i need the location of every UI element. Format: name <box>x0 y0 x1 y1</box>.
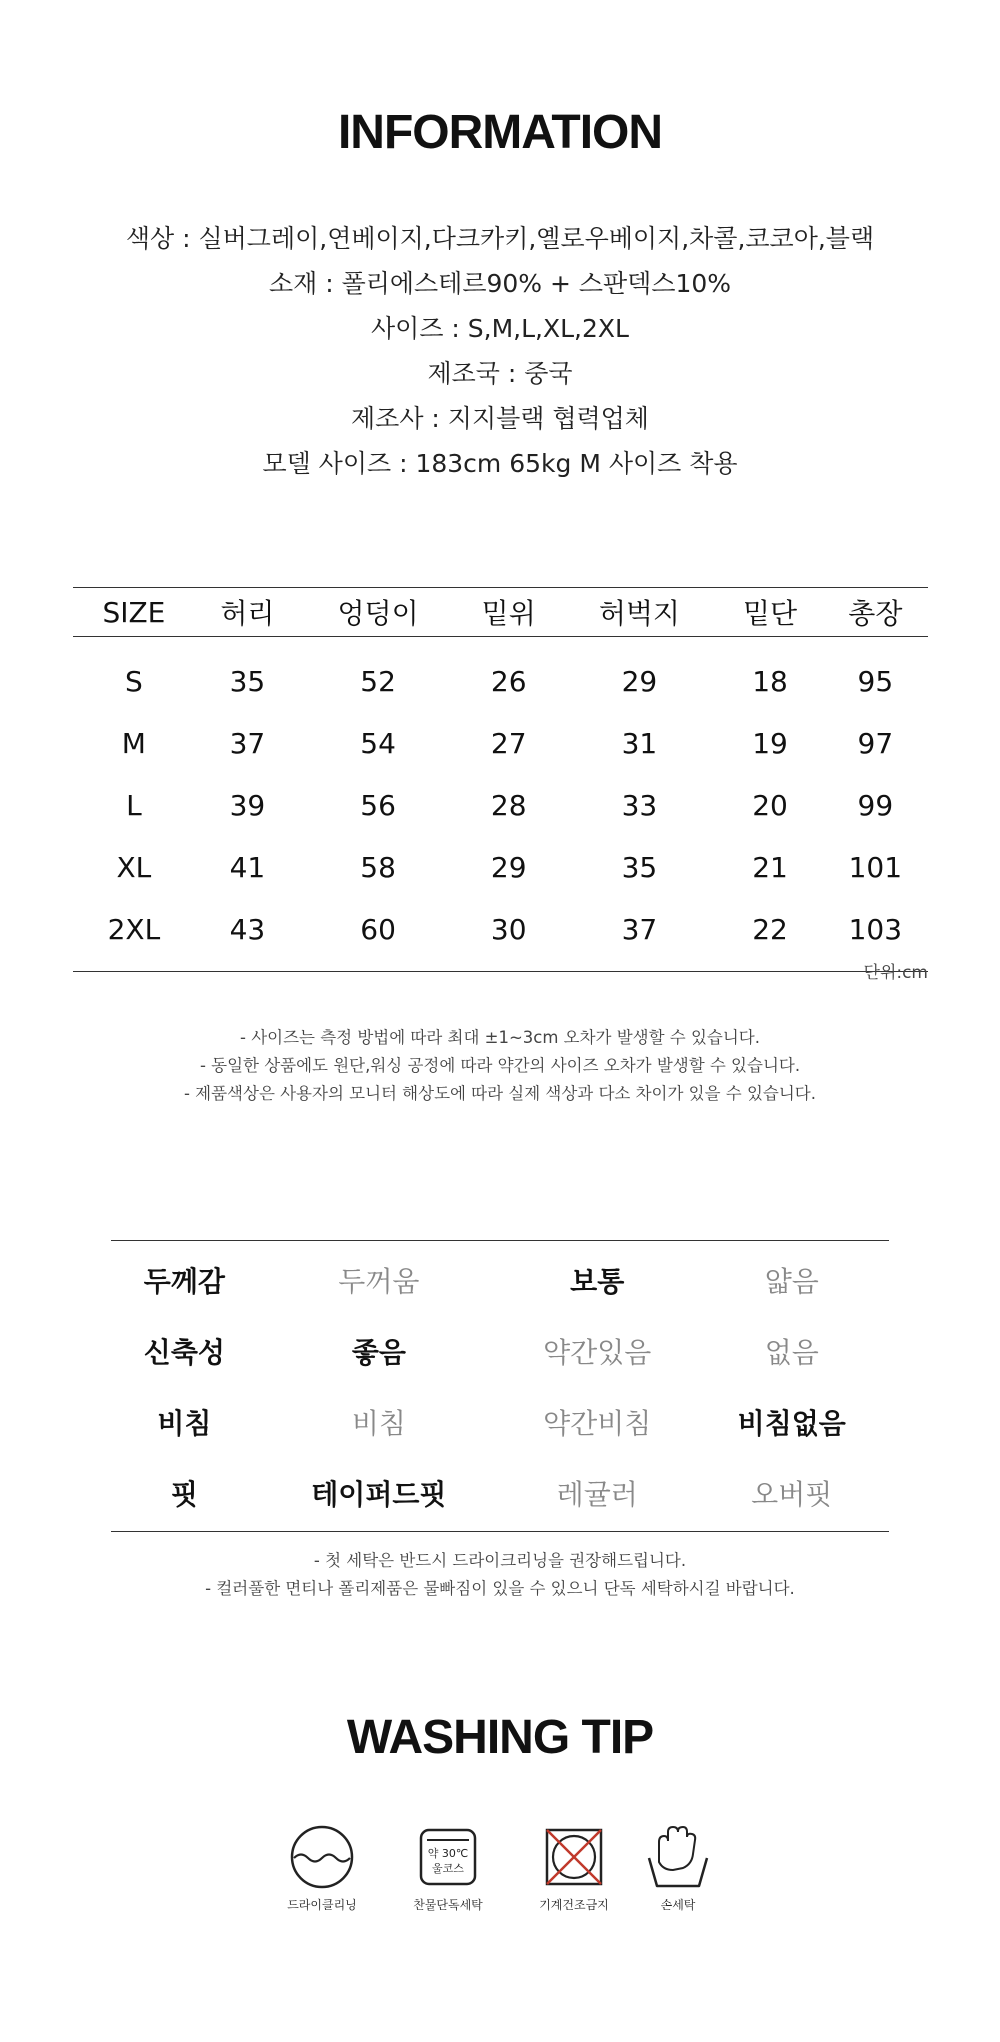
info-model-size: 모델 사이즈 : 183cm 65kg M 사이즈 착용 <box>262 449 738 478</box>
wash-label: 기계건조금지 <box>539 1898 609 1912</box>
table-cell: 60 <box>300 898 456 972</box>
table-row <box>73 774 928 836</box>
table-cell: 58 <box>360 850 396 884</box>
fabric-row-thickness <box>111 1241 889 1316</box>
table-cell: 39 <box>229 788 266 822</box>
table-cell: L <box>126 788 142 822</box>
no-machine-dry-icon <box>539 1822 609 1892</box>
wash-label: 찬물단독세탁 <box>413 1898 483 1912</box>
size-notes <box>0 1024 1000 1108</box>
wash-temp-text: 약 30℃ <box>427 1847 469 1860</box>
fabric-row-fit <box>111 1457 889 1532</box>
fabric-option: 오버핏 <box>694 1457 889 1532</box>
info-material: 소재 : 폴리에스테르90% + 스판덱스10% <box>268 269 732 298</box>
table-cell: 29 <box>490 850 527 884</box>
information-title: INFORMATION <box>337 106 663 159</box>
table-cell: 95 <box>857 664 894 698</box>
size-table <box>73 587 928 972</box>
wash-item-cold-water <box>388 1822 508 1913</box>
hand-wash-icon <box>643 1822 713 1892</box>
table-cell: 37 <box>561 898 717 972</box>
fabric-option: 약간비침 <box>543 1406 652 1440</box>
table-cell: 30 <box>456 898 561 972</box>
table-row <box>73 836 928 898</box>
table-cell: XL <box>116 850 152 884</box>
fabric-option: 없음 <box>764 1335 819 1369</box>
fabric-option: 레귤러 <box>500 1457 695 1532</box>
table-cell: M <box>121 726 146 760</box>
note-line: - 컬러풀한 면티나 폴리제품은 물빠짐이 있을 수 있으니 단독 세탁하시길 바랍니다. <box>205 1579 795 1598</box>
table-row <box>73 637 928 713</box>
table-cell: 43 <box>195 898 300 972</box>
table-cell: 31 <box>621 726 658 760</box>
dry-cleaning-icon <box>287 1822 357 1892</box>
table-cell: 29 <box>621 664 658 698</box>
fabric-option: 두꺼움 <box>258 1241 500 1316</box>
information-list <box>0 216 1000 486</box>
table-cell: 37 <box>229 726 266 760</box>
info-color: 색상 : 실버그레이,연베이지,다크카키,옐로우베이지,차콜,코코아,블랙 <box>125 224 875 253</box>
table-cell: 35 <box>229 664 266 698</box>
col-thigh: 허벅지 <box>561 588 717 637</box>
wash-notes <box>0 1547 1000 1603</box>
note-line: - 사이즈는 측정 방법에 따라 최대 ±1~3cm 오차가 발생할 수 있습니다. <box>240 1028 760 1047</box>
table-cell: 41 <box>229 850 266 884</box>
cold-water-wash-icon <box>413 1822 483 1892</box>
fabric-option: 테이퍼드핏 <box>258 1457 500 1532</box>
col-rise: 밑위 <box>456 588 561 637</box>
fabric-option: 보통 <box>500 1241 695 1316</box>
table-cell: 52 <box>360 664 396 698</box>
table-cell: 21 <box>752 850 788 884</box>
table-cell: 54 <box>360 726 396 760</box>
fabric-option: 좋음 <box>351 1335 406 1369</box>
fabric-option: 비침없음 <box>737 1406 846 1440</box>
table-cell: 103 <box>823 898 928 972</box>
table-cell: S <box>125 664 143 698</box>
col-hem: 밑단 <box>717 588 822 637</box>
table-cell: 33 <box>621 788 658 822</box>
wash-item-dry-cleaning <box>262 1822 382 1913</box>
table-cell: 20 <box>752 788 788 822</box>
table-row <box>73 712 928 774</box>
fabric-label: 두께감 <box>111 1241 258 1316</box>
table-cell: 101 <box>848 850 903 884</box>
fabric-label: 핏 <box>111 1457 258 1532</box>
info-manufacturer: 제조사 : 지지블랙 협력업체 <box>351 404 649 433</box>
col-size: SIZE <box>73 588 195 637</box>
fabric-label: 신축성 <box>143 1335 225 1369</box>
fabric-row-stretch <box>111 1315 889 1386</box>
note-line: - 동일한 상품에도 원단,워싱 공정에 따라 약간의 사이즈 오차가 발생할 수 있습니다. <box>199 1056 801 1075</box>
size-table-header <box>73 588 928 637</box>
table-cell: 22 <box>717 898 822 972</box>
fabric-option: 비침 <box>351 1406 406 1440</box>
table-cell: 56 <box>360 788 396 822</box>
note-line: - 첫 세탁은 반드시 드라이크리닝을 권장해드립니다. <box>313 1551 687 1570</box>
wash-item-no-machine-dry <box>514 1822 634 1913</box>
col-waist: 허리 <box>195 588 300 637</box>
table-cell: 26 <box>490 664 527 698</box>
wash-item-hand-wash <box>618 1822 738 1913</box>
table-cell: 2XL <box>73 898 195 972</box>
col-hip: 엉덩이 <box>300 588 456 637</box>
note-line: - 제품색상은 사용자의 모니터 해상도에 따라 실제 색상과 다소 차이가 있을 수 있습니다. <box>183 1084 816 1103</box>
fabric-option: 얇음 <box>694 1241 889 1316</box>
table-cell: 35 <box>621 850 658 884</box>
table-cell: 27 <box>490 726 527 760</box>
unit-label: 단위:cm <box>863 963 928 983</box>
wash-label: 드라이클리닝 <box>287 1898 357 1912</box>
washing-title: WASHING TIP <box>346 1711 654 1764</box>
wash-label: 손세탁 <box>660 1898 696 1912</box>
table-cell: 28 <box>490 788 527 822</box>
table-cell: 99 <box>857 788 894 822</box>
info-origin: 제조국 : 중국 <box>427 359 573 388</box>
fabric-table <box>111 1240 889 1532</box>
fabric-label: 비침 <box>157 1406 212 1440</box>
table-cell: 19 <box>752 726 788 760</box>
col-length: 총장 <box>823 588 928 637</box>
table-cell: 18 <box>752 664 788 698</box>
wash-course-text: 울코스 <box>432 1862 464 1875</box>
fabric-row-sheer <box>111 1386 889 1457</box>
fabric-option: 약간있음 <box>543 1335 652 1369</box>
table-cell: 97 <box>857 726 894 760</box>
info-sizes: 사이즈 : S,M,L,XL,2XL <box>371 314 629 343</box>
